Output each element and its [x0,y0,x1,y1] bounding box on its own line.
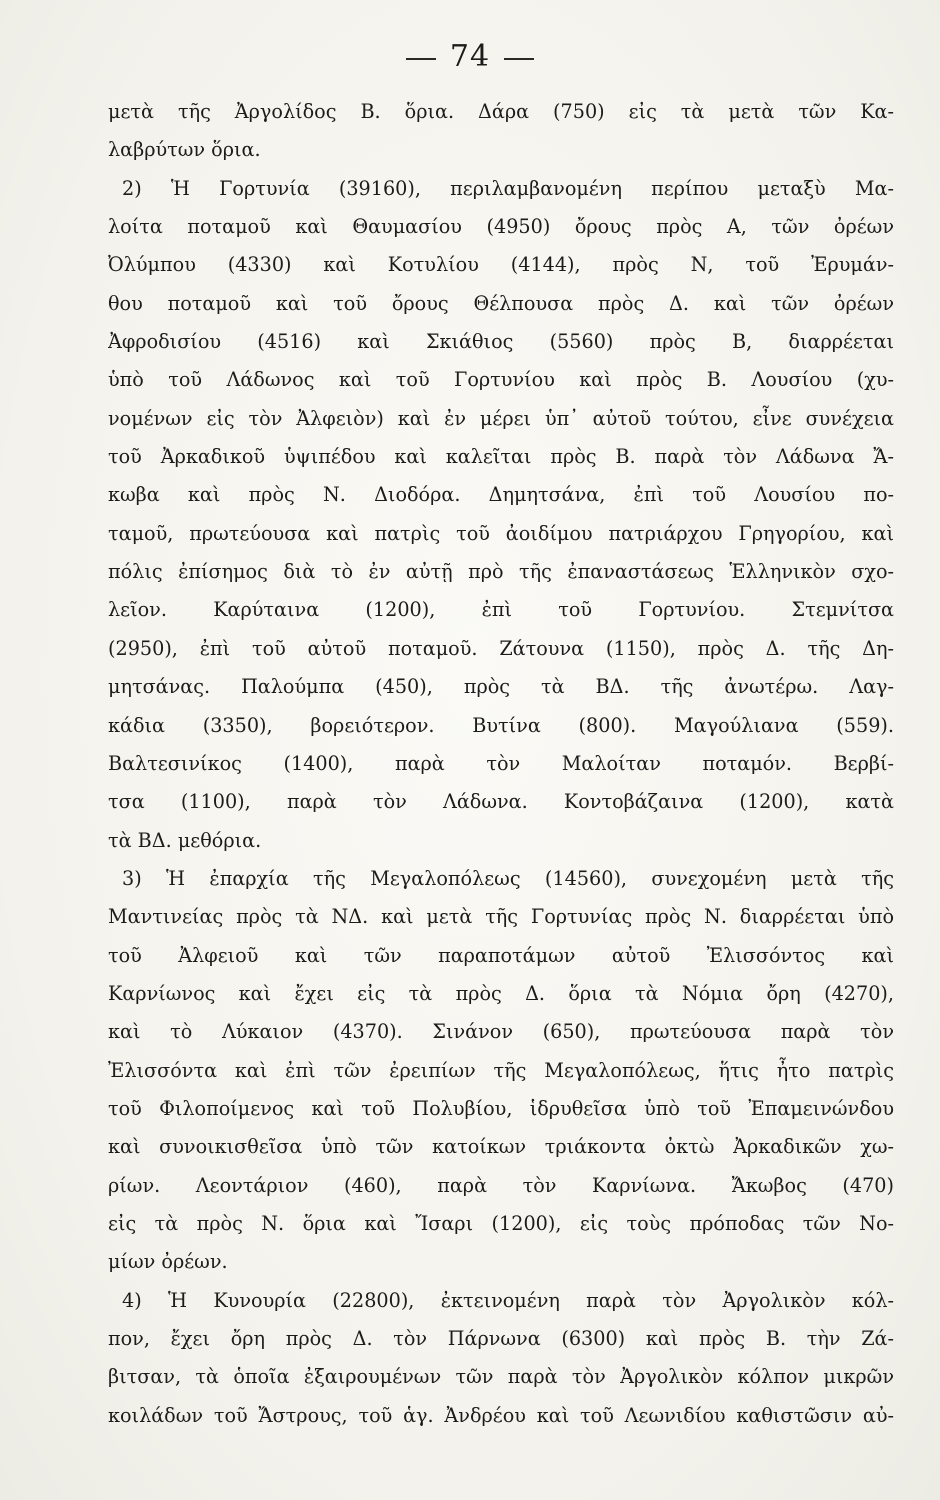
text-line: θου ποταμοῦ καὶ τοῦ ὄρους Θέλπουσα πρὸς Δ. καὶ τῶν ὀρέων [108,291,894,315]
text-line: Μαντινείας πρὸς τὰ ΝΔ. καὶ μετὰ τῆς Γορτυνίας πρὸς Ν. διαρρέεται ὑπὸ [108,905,894,929]
text-line: καὶ συνοικισθεῖσα ὑπὸ τῶν κατοίκων τριάκοντα ὀκτὼ Ἀρκαδικῶν χω- [108,1135,894,1159]
text-line: μετὰ τῆς Ἀργολίδος Β. ὅρια. Δάρα (750) εἰς τὰ μετὰ τῶν Κα- [108,100,894,123]
page-header [0,36,940,76]
body-text [108,93,894,1435]
text-line: βιτσαν, τὰ ὁποῖα ἐξαιρουμένων τῶν παρὰ τὸν Ἀργολικὸν κόλπον μικρῶν [108,1365,894,1389]
section-heading-line: 2) Ἡ Γορτυνία (39160), περιλαμβανομένη περίπου μεταξὺ Μα- [122,176,894,200]
text-line: λαβρύτων ὅρια. [108,138,261,162]
text-line: Ἐλισσόντα καὶ ἐπὶ τῶν ἐρειπίων τῆς Μεγαλοπόλεως, ἥτις ἦτο πατρὶς [108,1058,894,1082]
text-line: λεῖον. Καρύταινα (1200), ἐπὶ τοῦ Γορτυνίου. Στεμνίτσα [108,598,894,622]
text-line: Ὀλύμπου (4330) καὶ Κοτυλίου (4144), πρὸς Ν, τοῦ Ἐρυμάν- [108,253,894,277]
text-line: νομένων εἰς τὸν Ἀλφειὸν) καὶ ἐν μέρει ὑπ᾽ αὐτοῦ τούτου, εἶνε συνέχεια [108,406,894,430]
section-heading-line: 3) Ἡ ἐπαρχία τῆς Μεγαλοπόλεως (14560), συνεχομένη μετὰ τῆς [122,866,894,890]
text-line: καὶ τὸ Λύκαιον (4370). Σινάνον (650), πρωτεύουσα παρὰ τὸν [108,1020,894,1044]
text-line: τσα (1100), παρὰ τὸν Λάδωνα. Κοντοβάζαινα (1200), κατὰ [108,790,894,814]
text-line: Βαλτεσινίκος (1400), παρὰ τὸν Μαλοίταν ποταμόν. Βερβί- [108,751,894,775]
text-line: μητσάνας. Παλούμπα (450), πρὸς τὰ ΒΔ. τῆς ἀνωτέρω. Λαγ- [108,675,894,699]
text-line: ταμοῦ, πρωτεύουσα καὶ πατρὶς τοῦ ἀοιδίμου πατριάρχου Γρηγορίου, καὶ [108,521,894,545]
text-line: τὰ ΒΔ. μεθόρια. [108,828,262,852]
text-line: τοῦ Φιλοποίμενος καὶ τοῦ Πολυβίου, ἱδρυθεῖσα ὑπὸ τοῦ Ἐπαμεινώνδου [108,1096,894,1120]
text-line: κωβα καὶ πρὸς Ν. Διοδόρα. Δημητσάνα, ἐπὶ τοῦ Λουσίου πο- [108,483,894,507]
text-line: ρίων. Λεοντάριον (460), παρὰ τὸν Καρνίωνα. Ἄκωβος (470) [108,1173,894,1197]
text-line: Ἀφροδισίου (4516) καὶ Σκιάθιος (5560) πρὸς Β, διαρρέεται [108,330,894,354]
header-left-dash [406,58,436,60]
text-line: μίων ὀρέων. [108,1250,228,1274]
text-line: πόλις ἐπίσημος διὰ τὸ ἐν αὐτῇ πρὸ τῆς ἐπαναστάσεως Ἑλληνικὸν σχο- [108,560,894,584]
text-line: πον, ἔχει ὄρη πρὸς Δ. τὸν Πάρνωνα (6300) καὶ πρὸς Β. τὴν Ζά- [108,1327,894,1350]
text-line: (2950), ἐπὶ τοῦ αὐτοῦ ποταμοῦ. Ζάτουνα (1150), πρὸς Δ. τῆς Δη- [108,636,894,660]
text-line: Καρνίωνος καὶ ἔχει εἰς τὰ πρὸς Δ. ὅρια τὰ Νόμια ὄρη (4270), [108,981,894,1005]
header-right-dash [504,58,534,60]
text-line: λοίτα ποταμοῦ καὶ Θαυμασίου (4950) ὄρους πρὸς Α, τῶν ὀρέων [108,215,894,239]
text-line: ὑπὸ τοῦ Λάδωνος καὶ τοῦ Γορτυνίου καὶ πρὸς Β. Λουσίου (χυ- [108,368,894,392]
text-line: τοῦ Ἀλφειοῦ καὶ τῶν παραποτάμων αὐτοῦ Ἐλισσόντος καὶ [108,943,894,967]
page-number: 74 [449,38,491,74]
section-heading-line: 4) Ἡ Κυνουρία (22800), ἐκτεινομένη παρὰ τὸν Ἀργολικὸν κόλ- [122,1288,894,1312]
text-line: κάδια (3350), βορειότερον. Βυτίνα (800). Μαγούλιανα (559). [108,713,894,737]
text-line: εἰς τὰ πρὸς Ν. ὅρια καὶ Ἴσαρι (1200), εἰς τοὺς πρόποδας τῶν Νο- [108,1211,894,1235]
text-line: τοῦ Ἀρκαδικοῦ ὑψιπέδου καὶ καλεῖται πρὸς Β. παρὰ τὸν Λάδωνα Ἄ- [108,445,894,469]
text-line: κοιλάδων τοῦ Ἄστρους, τοῦ ἁγ. Ἀνδρέου καὶ τοῦ Λεωνιδίου καθιστῶσιν αὐ- [108,1403,894,1427]
